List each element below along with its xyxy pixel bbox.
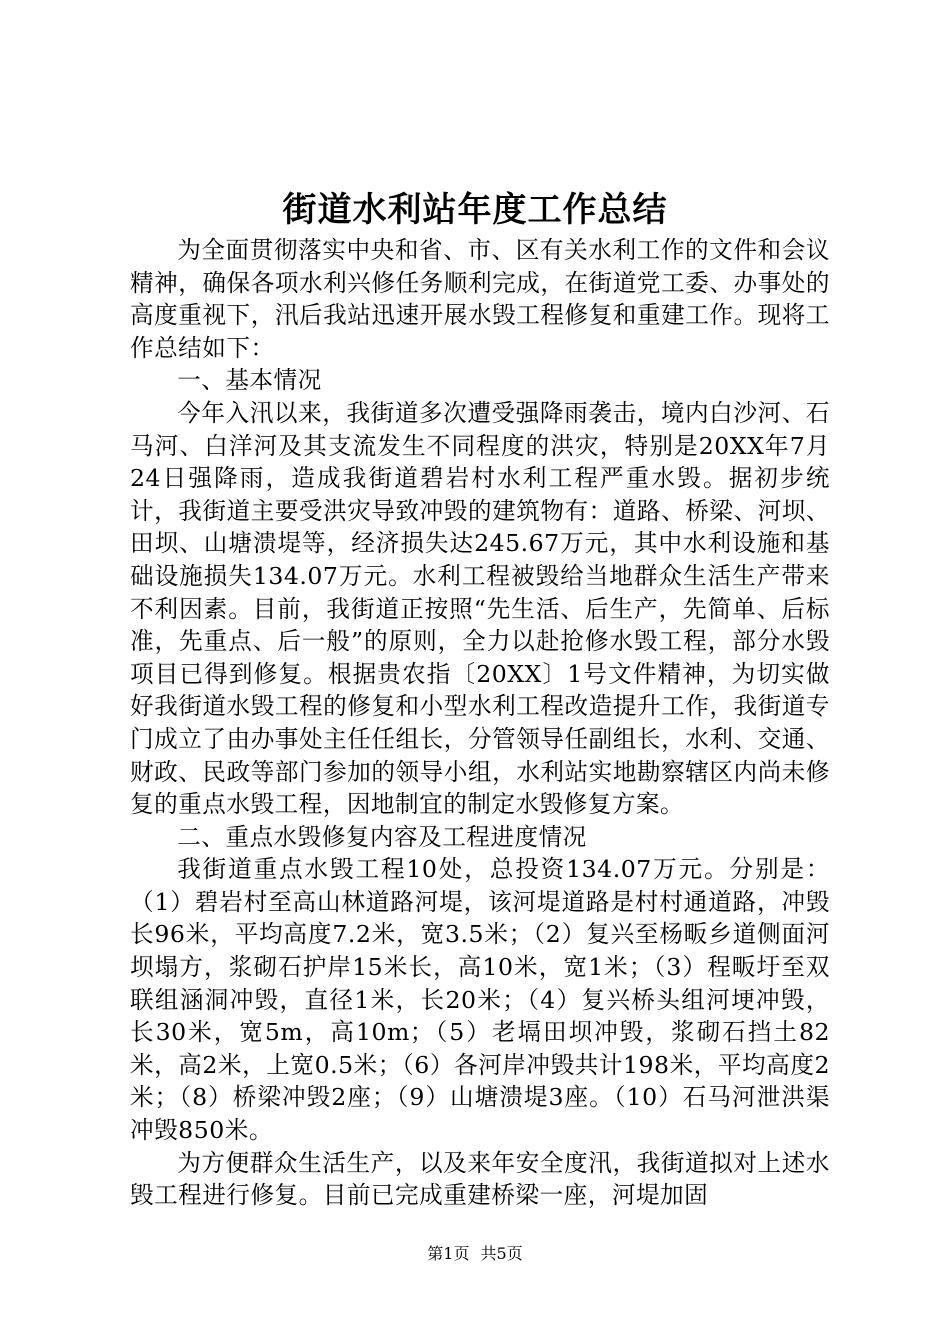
section-heading-repair: 二、重点水毁修复内容及工程进度情况 [177,822,587,851]
section-heading-basic: 一、基本情况 [177,366,322,395]
paragraph-intro: 为全面贯彻落实中央和省、市、区有关水利工作的文件和会议精神，确保各项水利兴修任务顺利完成，在街道党工委、办事处的高度重视下，汛后我站迅速开展水毁工程修复和重建工作。现将工作总结如下： [130,236,830,362]
document-title: 街道水利站年度工作总结 [282,190,668,230]
paragraph-repair-progress: 为方便群众生活生产，以及来年安全度汛，我街道拟对上述水毁工程进行修复。目前已完成重建桥梁一座，河堤加固 [130,1148,830,1210]
paragraph-basic-situation: 今年入汛以来，我街道多次遭受强降雨袭击，境内白沙河、石马河、白洋河及其支流发生不同程度的洪灾，特别是20XX年7月24日强降雨，造成我街道碧岩村水利工程严重水毁。据初步统计，我街道主要受洪灾导致冲毁的建筑物有：道路、桥梁、河坝、田坝、山塘溃堤等，经济损失达245.67万元，其中水利设施和基础设施损失134.07万元。水利工程被毁给当地群众生活生产带来不利因素。目前，我街道正按照“先生活、后生产，先简单、后标准，先重点、后一般”的原则，全力以赴抢修水毁工程，部分水毁项目已得到修复。根据贵农指〔20XX〕1号文件精神，为切实做好我街道水毁工程的修复和小型水利工程改造提升工作，我街道专门成立了由办事处主任任组长，分管领导任副组长，水利、交通、财政、民政等部门参加的领导小组，水利站实地勘察辖区内尚未修复的重点水毁工程，因地制宜的制定水毁修复方案。 [130,398,830,819]
document-body [130,234,830,1210]
paragraph-repair-list: 我街道重点水毁工程10处，总投资134.07万元。分别是：（1）碧岩村至高山林道路河堤，该河堤道路是村村通道路，冲毁长96米，平均高度7.2米，宽3.5米；（2）复兴至杨畈乡道侧面河坝塌方，浆砌石护岸15米长，高10米，宽1米；（3）程畈圩至双联组涵洞冲毁，直径1米，长20米；（4）复兴桥头组河埂冲毁，长30米，宽5m，高10m；（5）老塥田坝冲毁，浆砌石挡土82米，高2米，上宽0.5米；（6）各河岸冲毁共计198米，平均高度2米；（8）桥梁冲毁2座；（9）山塘溃堤3座。（10）石马河泄洪渠冲毁850米。 [130,855,830,1145]
page-footer [0,1243,950,1265]
page-total: 共5页 [480,1244,523,1263]
page-number: 第1页 [427,1244,470,1263]
